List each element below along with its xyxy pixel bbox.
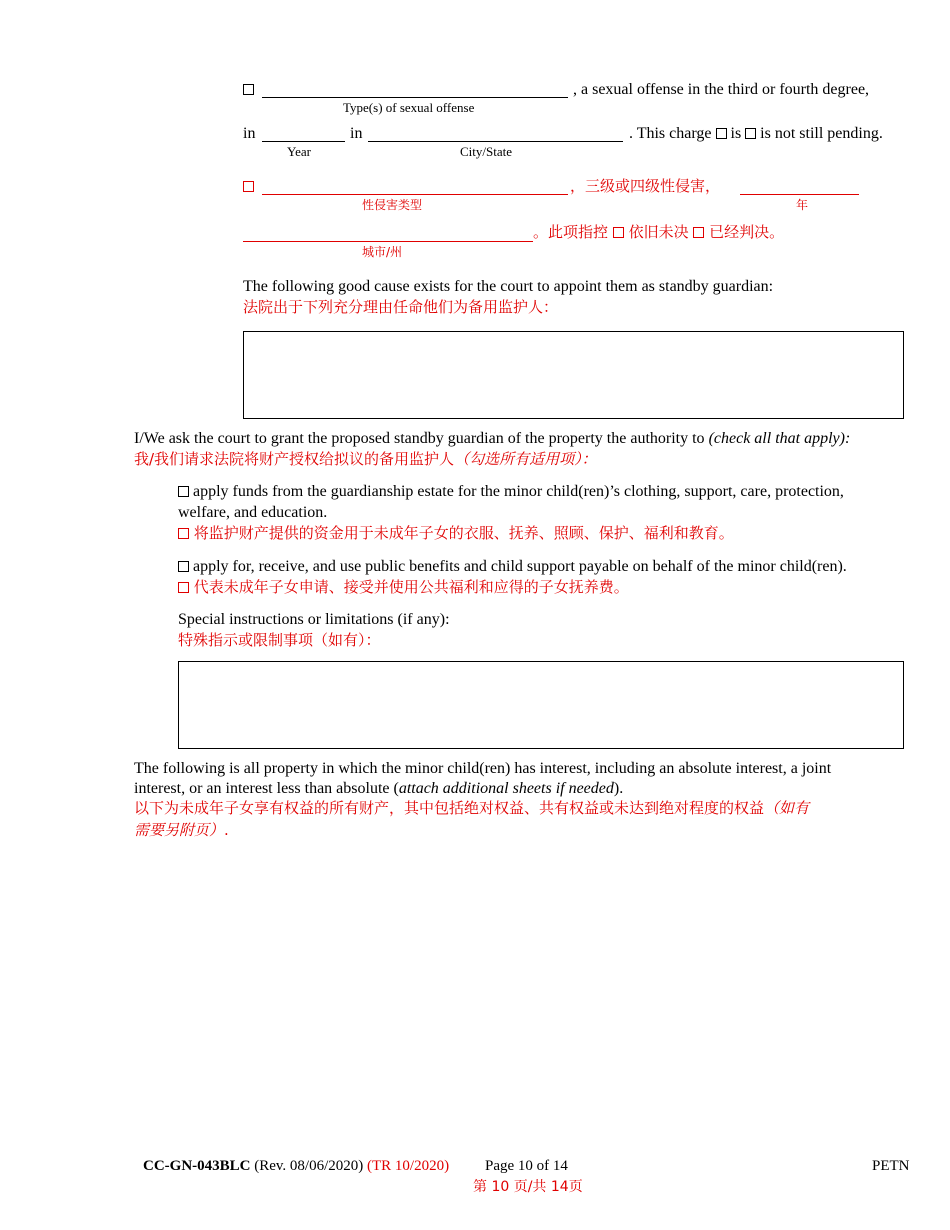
offense-degree-text: , a sexual offense in the third or fourth degree, <box>573 81 870 98</box>
authority-text-cn <box>134 452 597 467</box>
authority-prefix: I/We ask the court to grant the proposed standby guardian of the property the authority to <box>134 430 709 447</box>
city-state-label-cn: 城市/州 <box>362 245 403 259</box>
property-attach-note-cn-a: （如有 <box>764 799 810 817</box>
offense-type-field-cn[interactable] <box>262 194 568 195</box>
offense-degree-text-cn: ，三级或四级性侵害， <box>570 177 721 195</box>
offense-type-checkbox-cn[interactable] <box>243 179 254 195</box>
pending-checkbox-cn[interactable] <box>613 227 624 238</box>
property-text-cn: 以下为未成年子女享有权益的所有财产，其中包括绝对权益、共有权益或未达到绝对程度的权益 <box>134 799 765 817</box>
property-text-line2 <box>134 781 623 797</box>
good-cause-textbox[interactable] <box>243 331 904 419</box>
option2-text-cn: 代表未成年子女申请、接受并使用公共福利和应得的子女抚养费。 <box>193 578 629 596</box>
option1-line-cn <box>178 526 734 541</box>
footer-form-id: CC-GN-043BLC <box>143 1158 251 1174</box>
authority-check-all-cn: （勾选所有适用项）： <box>454 450 597 468</box>
offense-type-label: Type(s) of sexual offense <box>343 100 475 115</box>
offense-type-field[interactable] <box>262 97 568 98</box>
is-pending-checkbox[interactable] <box>716 128 727 139</box>
property-text-cn-line1 <box>134 801 809 816</box>
decided-text-cn: 已经判决。 <box>709 223 785 241</box>
city-state-label: City/State <box>460 144 512 159</box>
option2-checkbox[interactable] <box>178 561 189 572</box>
footer-rev: (Rev. 08/06/2020) <box>254 1158 364 1174</box>
decided-checkbox-cn[interactable] <box>693 227 704 238</box>
authority-check-all: (check all that apply): <box>708 430 851 447</box>
property-text-a: interest, or an interest less than absolute ( <box>134 780 399 797</box>
charge-status-line-cn <box>533 225 784 240</box>
option2-line-cn <box>178 580 629 595</box>
authority-prefix-cn: 我/我们请求法院将财产授权给拟议的备用监护人 <box>134 450 455 468</box>
property-text-cn-line2 <box>134 823 229 838</box>
city-state-field[interactable] <box>368 141 623 142</box>
option2-checkbox-cn[interactable] <box>178 582 189 593</box>
offense-type-label-cn: 性侵害类型 <box>362 198 423 212</box>
year-field[interactable] <box>262 141 345 142</box>
charge-status-line <box>629 126 883 142</box>
offense-type-checkbox[interactable] <box>243 82 254 98</box>
is-not-text: is not still pending. <box>760 125 883 142</box>
is-text: is <box>730 125 742 142</box>
city-state-field-cn[interactable] <box>243 241 533 242</box>
option1-checkbox[interactable] <box>178 486 189 497</box>
property-attach-note-cn-b: 需要另附页） <box>134 821 225 839</box>
option2-text: apply for, receive, and use public benefits and child support payable on behalf of the minor child(ren). <box>193 558 847 575</box>
property-text-cn-end: . <box>224 821 229 839</box>
special-instructions-text: Special instructions or limitations (if any): <box>178 611 450 628</box>
year-field-cn[interactable] <box>740 194 859 195</box>
option1-checkbox-cn[interactable] <box>178 528 189 539</box>
footer-code: PETN <box>872 1158 910 1174</box>
good-cause-text-cn: 法院出于下列充分理由任命他们为备用监护人： <box>243 298 559 316</box>
option1-text: apply funds from the guardianship estate for the minor child(ren)’s clothing, support, care, protection, <box>193 483 844 500</box>
option2-line <box>178 559 847 575</box>
footer-page: Page 10 of 14 <box>485 1158 568 1174</box>
property-text-line1: The following is all property in which the minor child(ren) has interest, including an absolute interest, a joint <box>134 760 832 777</box>
property-attach-note: attach additional sheets if needed <box>398 780 614 797</box>
special-instructions-textbox[interactable] <box>178 661 904 749</box>
footer-page-cn: 第 10 页/共 14页 <box>473 1179 583 1195</box>
footer-form-info <box>143 1159 449 1174</box>
year-label-cn: 年 <box>796 198 809 212</box>
option1-text-line2: welfare, and education. <box>178 504 328 521</box>
footer-tr: (TR 10/2020) <box>367 1158 450 1174</box>
authority-text <box>134 431 850 447</box>
property-text-b: ). <box>613 780 624 797</box>
option1-text-cn: 将监护财产提供的资金用于未成年子女的衣服、抚养、照顾、保护、福利和教育。 <box>193 524 734 542</box>
in-text-2: in <box>350 125 363 142</box>
is-not-pending-checkbox[interactable] <box>745 128 756 139</box>
in-text-1: in <box>243 125 256 142</box>
option1-line1 <box>178 484 844 500</box>
year-label: Year <box>287 144 311 159</box>
special-instructions-text-cn: 特殊指示或限制事项（如有）： <box>178 631 381 649</box>
charge-text-cn: 。此项指控 <box>533 223 609 241</box>
pending-text-cn: 依旧未决 <box>628 223 689 241</box>
charge-text: . This charge <box>629 125 712 142</box>
good-cause-text: The following good cause exists for the court to appoint them as standby guardian: <box>243 278 774 295</box>
